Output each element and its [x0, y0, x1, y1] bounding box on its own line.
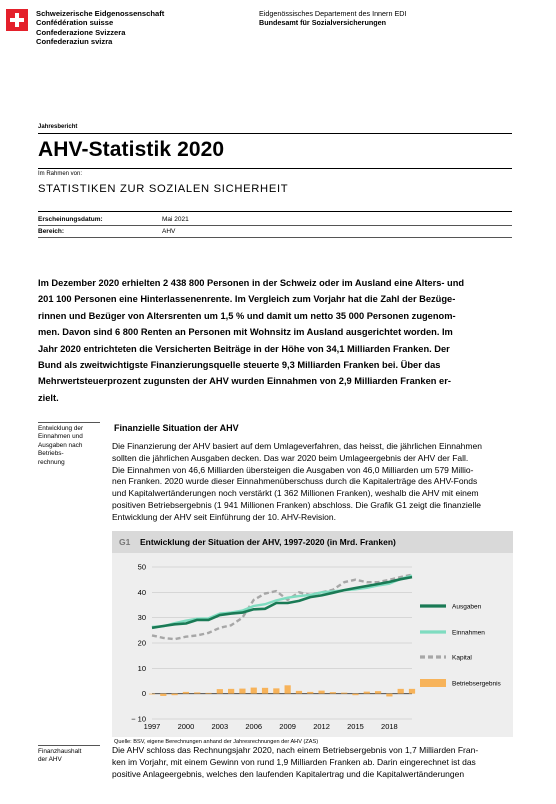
- y-tick-label: 0: [141, 689, 146, 699]
- body-line: Die Finanzierung der AHV basiert auf dem Umlageverfahren, das heisst, die jährlichen Einnahmen: [112, 441, 482, 451]
- federation-line: Confederaziun svizra: [36, 37, 113, 47]
- series-line-einnahmen: [152, 576, 412, 627]
- legend-swatch: [420, 679, 446, 687]
- federation-line: Confédération suisse: [36, 18, 114, 28]
- chart-g1: [112, 531, 513, 737]
- body-line: Entwicklung der AHV seit Einführung der 10. AHV-Revision.: [112, 511, 336, 522]
- title-rule: [38, 133, 512, 134]
- lead-line: rinnen und Bezüger von Altersrenten um 1,5 % und damit um netto 35 000 Personen zugenom-: [38, 310, 456, 321]
- x-tick-label: 2006: [245, 722, 263, 731]
- chart-source: Quelle: BSV, eigene Berechnungen anhand der Jahresrechnungen der AHV (ZAS): [114, 739, 319, 745]
- body-line: und Kapitalwertänderungen noch verstärkt (1 362 Millionen Franken), weshalb die AHV mit einem: [112, 488, 479, 499]
- bar-betriebsergebnis: [398, 689, 404, 694]
- chart-plot: [112, 553, 513, 737]
- body-line: Die AHV schloss das Rechnungsjahr 2020, nach einem Betriebsergebnis von 1,7 Milliarden Fran-: [112, 745, 479, 755]
- side-line: Entwicklung der: [38, 425, 84, 432]
- bar-betriebsergebnis: [194, 692, 200, 693]
- bar-betriebsergebnis: [273, 688, 279, 693]
- x-tick-label: 2000: [177, 722, 195, 731]
- chart-title: Entwicklung der Situation der AHV, 1997-2020 (in Mrd. Franken): [140, 537, 396, 547]
- x-tick-label: 2009: [279, 722, 296, 731]
- side-line: Finanzhaushalt: [38, 748, 82, 755]
- bar-betriebsergebnis: [160, 694, 166, 696]
- lead-line: 201 100 Personen eine Hinterlassenenrente. Im Vergleich zum Vorjahr hat die Zahl der Bezüge-: [38, 294, 456, 305]
- y-tick-label: 50: [137, 562, 146, 572]
- bar-betriebsergebnis: [364, 692, 370, 694]
- legend-label: Einnahmen: [452, 629, 485, 637]
- meta-rule-mid: [38, 225, 512, 226]
- bar-betriebsergebnis: [239, 689, 245, 694]
- y-tick-label: 30: [137, 613, 146, 623]
- department-name: Eidgenössisches Departement des Innern EDI: [259, 9, 407, 18]
- bar-betriebsergebnis: [375, 691, 381, 694]
- side-rule-2: [38, 745, 100, 746]
- page-title: AHV-Statistik 2020: [38, 138, 225, 161]
- bar-betriebsergebnis: [205, 693, 211, 694]
- bar-betriebsergebnis: [330, 692, 336, 694]
- area-value: AHV: [162, 228, 176, 235]
- side-rule: [38, 422, 100, 423]
- y-tick-label: 10: [137, 663, 146, 673]
- bar-betriebsergebnis: [149, 694, 155, 695]
- x-tick-label: 2012: [313, 722, 330, 731]
- side-line: rechnung: [38, 458, 65, 466]
- section1-paragraph: [112, 441, 513, 524]
- body-line: nen Franken. 2020 wurde dieser Einnahmenüberschuss durch die Kapitalerträge des AHV-Fonds: [112, 476, 478, 487]
- x-tick-label: 2018: [381, 722, 398, 731]
- department-block: [259, 9, 406, 28]
- federation-line: Confederazione Svizzera: [36, 27, 126, 37]
- bar-betriebsergebnis: [183, 692, 189, 694]
- bar-betriebsergebnis: [352, 694, 358, 696]
- federation-name: [36, 9, 164, 47]
- legend-label: Betriebsergebnis: [452, 680, 501, 688]
- body-line: ken im Vorjahr, mit einem Gewinn von rund 1,9 Milliarden Franken ab. Darin eingerechnet ist das: [112, 756, 476, 767]
- lead-paragraph: [38, 275, 512, 406]
- bar-betriebsergebnis: [262, 688, 268, 694]
- body-line: sollten die jährlichen Ausgaben decken. Das war 2020 beim Umlageergebnis der AHV der Fall.: [112, 452, 469, 463]
- x-tick-label: 2003: [211, 722, 229, 731]
- pub-date-label: Erscheinungsdatum:: [38, 216, 103, 223]
- body-line: positiven Betriebsergebnis (1 941 Millionen Franken) abschloss. Die Grafik G1 zeigt die finanzielle: [112, 499, 481, 510]
- bar-betriebsergebnis: [386, 694, 392, 697]
- lead-line: Mehrwertsteuerprozent zugunsten der AHV wurden Einnahmen von 2,9 Milliarden Franken er-: [38, 376, 451, 387]
- bar-betriebsergebnis: [251, 688, 257, 694]
- lead-line: Bund als zweitwichtigste Finanzierungsquelle steuerte 9,3 Milliarden Franken bei. Über das: [38, 360, 441, 371]
- side-line: Einnahmen und: [38, 433, 83, 441]
- series-title: STATISTIKEN ZUR SOZIALEN SICHERHEIT: [38, 183, 289, 195]
- bar-betriebsergebnis: [409, 689, 415, 694]
- doc-kicker: Jahresbericht: [38, 124, 78, 130]
- office-name: Bundesamt für Sozialversicherungen: [259, 18, 387, 28]
- chart-label: G1: [119, 537, 131, 547]
- bar-betriebsergebnis: [217, 689, 223, 694]
- y-tick-label: − 10: [131, 714, 146, 724]
- x-tick-label: 2015: [347, 722, 364, 731]
- lead-line: zielt.: [38, 392, 59, 403]
- side-line: der AHV: [38, 756, 62, 764]
- section-title: Finanzielle Situation der AHV: [114, 423, 239, 433]
- y-tick-label: 40: [137, 587, 146, 597]
- section2-paragraph: [112, 745, 513, 780]
- body-line: positive Anlageergebnis, welches den laufenden Kapitalertrag und die Kapitalwertänderungen: [112, 768, 465, 779]
- legend-label: Kapital: [452, 654, 472, 662]
- bar-betriebsergebnis: [296, 691, 302, 694]
- bar-betriebsergebnis: [307, 692, 313, 694]
- bar-betriebsergebnis: [228, 689, 234, 694]
- federation-line: Schweizerische Eidgenossenschaft: [36, 9, 165, 18]
- area-label: Bereich:: [38, 228, 65, 235]
- lead-line: men. Davon sind 6 800 Renten an Personen mit Wohnsitz im Ausland ausgerichtet worden. Im: [38, 327, 453, 338]
- bar-betriebsergebnis: [172, 694, 178, 696]
- lead-line: Im Dezember 2020 erhielten 2 438 800 Personen in der Schweiz oder im Ausland eine Alters- und: [38, 278, 465, 288]
- swiss-cross-logo: [6, 9, 28, 31]
- legend-label: Ausgaben: [452, 603, 482, 611]
- bar-betriebsergebnis: [318, 691, 324, 694]
- bar-betriebsergebnis: [285, 685, 291, 693]
- side-heading-finance-development: [38, 425, 83, 467]
- meta-rule: [38, 211, 512, 212]
- chart-header: [112, 531, 513, 553]
- side-line: Betriebs-: [38, 450, 64, 458]
- x-tick-label: 1997: [143, 722, 161, 731]
- body-line: Die Einnahmen von 46,6 Milliarden übersteigen die Ausgaben von 46,0 Milliarden um 579 Millio-: [112, 464, 474, 475]
- pub-date: Mai 2021: [162, 216, 189, 223]
- bar-betriebsergebnis: [341, 693, 347, 694]
- title-rule-bottom: [38, 168, 512, 169]
- side-line: Ausgaben nach: [38, 441, 83, 449]
- y-tick-label: 20: [137, 638, 146, 648]
- context-label: Im Rahmen von:: [38, 171, 83, 177]
- meta-rule-bottom: [38, 237, 512, 238]
- side-heading-budget: [38, 748, 81, 765]
- lead-line: Jahr 2020 entrichteten die Versicherten Beiträge in der Höhe von 34,1 Milliarden Franken. Der: [38, 343, 450, 354]
